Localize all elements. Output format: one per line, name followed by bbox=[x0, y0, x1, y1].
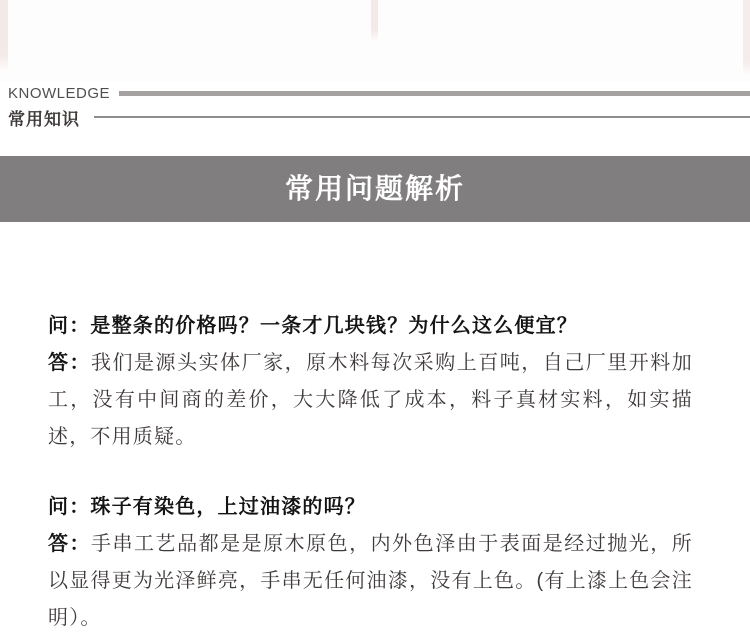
section-title-text: 常用知识 bbox=[8, 109, 80, 129]
thin-divider-line bbox=[94, 116, 750, 118]
thick-divider-line bbox=[119, 91, 750, 96]
image-edge-right bbox=[743, 0, 750, 76]
faq-answer-2 bbox=[48, 526, 693, 637]
knowledge-section-header bbox=[8, 84, 750, 129]
faq-answer-1 bbox=[48, 345, 693, 456]
faq-banner-title: 常用问题解析 bbox=[284, 173, 465, 204]
faq-item-1 bbox=[48, 308, 693, 456]
question-prefix: 问： bbox=[48, 315, 91, 337]
section-eyebrow-text: KNOWLEDGE bbox=[8, 84, 111, 102]
image-seam bbox=[371, 0, 378, 42]
faq-list bbox=[48, 308, 693, 637]
answer-text: 我们是源头实体厂家，原木料每次采购上百吨，自己厂里开料加工，没有中间商的差价，大大降低了成本，料子真材实料，如实描述，不用质疑。 bbox=[48, 352, 693, 448]
faq-item-2 bbox=[48, 489, 693, 637]
section-eyebrow-row bbox=[8, 85, 750, 101]
question-text: 是整条的价格吗？一条才几块钱？为什么这么便宜？ bbox=[90, 315, 579, 337]
answer-prefix: 答： bbox=[48, 352, 92, 374]
previous-section-image-remnant bbox=[0, 0, 750, 82]
answer-prefix: 答： bbox=[48, 533, 92, 555]
answer-text: 手串工艺品都是是原木原色，内外色泽由于表面是经过抛光，所以显得更为光泽鲜亮，手串无任何油漆，没有上色。(有上漆上色会注明）。 bbox=[48, 533, 693, 629]
image-edge-left bbox=[0, 0, 8, 72]
faq-section-banner bbox=[0, 156, 750, 222]
question-text: 珠子有染色，上过油漆的吗？ bbox=[90, 496, 367, 518]
faq-question-2 bbox=[48, 489, 693, 526]
faq-question-1 bbox=[48, 308, 693, 345]
question-prefix: 问： bbox=[48, 496, 91, 518]
section-title-row bbox=[8, 108, 750, 129]
